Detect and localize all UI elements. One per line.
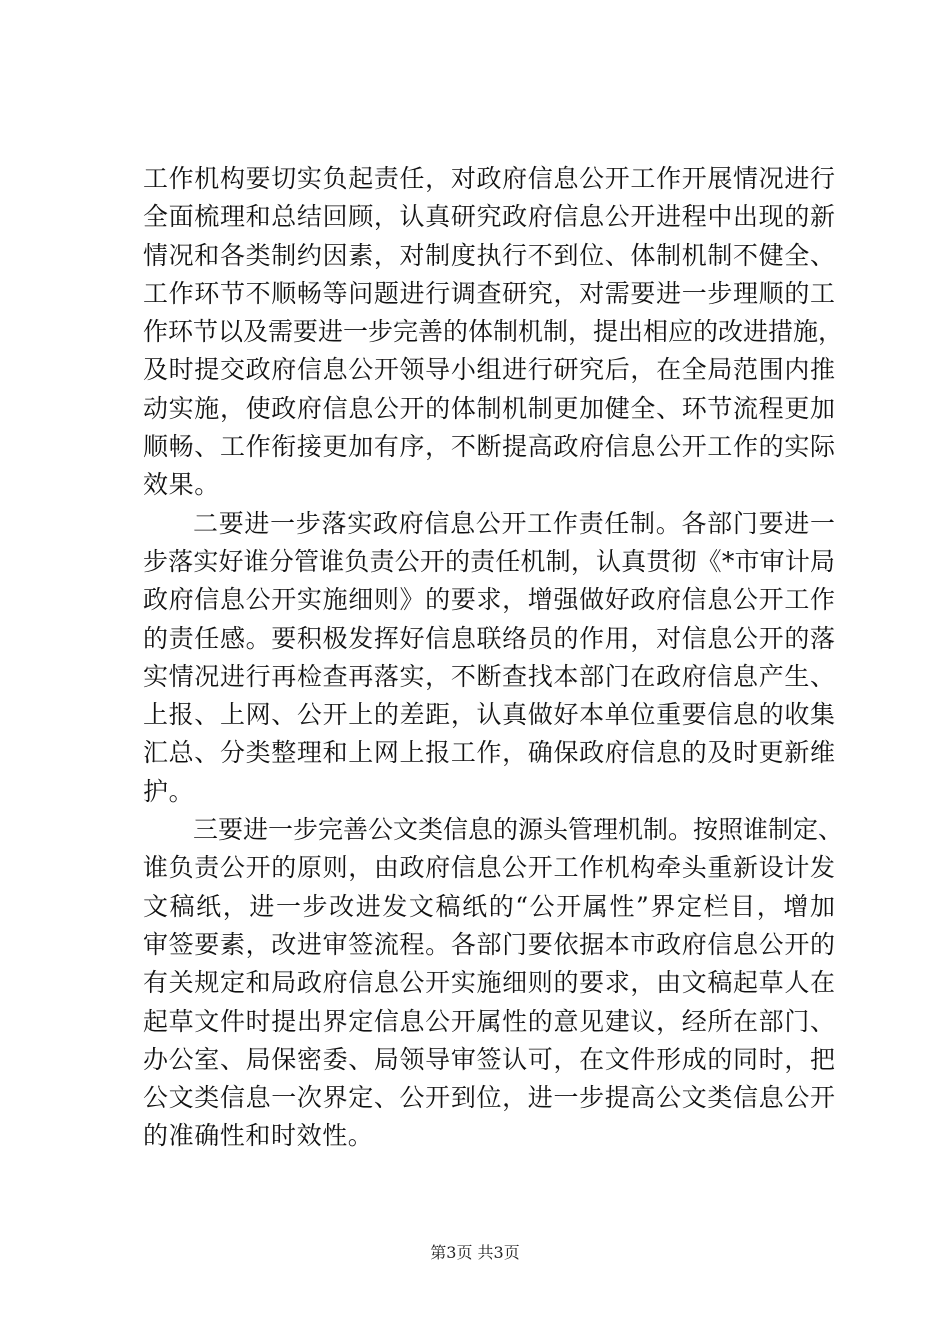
document-body [143,160,844,1156]
text-line: 及时提交政府信息公开领导小组进行研究后，在全局范围内推 [143,355,835,385]
text-line: 有关规定和局政府信息公开实施细则的要求，由文稿起草人在 [143,968,835,998]
text-line: 工作机构要切实负起责任，对政府信息公开工作开展情况进行 [143,164,835,193]
text-line: 步落实好谁分管谁负责公开的责任机制，认真贯彻《*市审计局 [143,546,835,576]
text-line: 办公室、局保密委、局领导审签认可，在文件形成的同时，把 [143,1044,835,1074]
text-line: 审签要素，改进审签流程。各部门要依据本市政府信息公开的 [143,929,835,959]
text-line: 工作环节不顺畅等问题进行调查研究，对需要进一步理顺的工 [143,278,835,308]
text-line: 上报、上网、公开上的差距，认真做好本单位重要信息的收集 [143,700,835,730]
text-line: 公文类信息一次界定、公开到位，进一步提高公文类信息公开 [143,1083,835,1113]
text-line: 谁负责公开的原则，由政府信息公开工作机构牵头重新设计发 [143,853,835,883]
text-line: 动实施，使政府信息公开的体制机制更加健全、环节流程更加 [143,393,835,423]
paragraph-start-line: 二要进一步落实政府信息公开工作责任制。各部门要进一 [193,508,835,538]
page-number-footer: 第3页 共3页 [430,1243,520,1262]
text-line: 起草文件时提出界定信息公开属性的意见建议，经所在部门、 [143,1006,835,1036]
text-line: 的准确性和时效性。 [143,1121,374,1151]
text-line: 情况和各类制约因素，对制度执行不到位、体制机制不健全、 [143,240,835,270]
text-line: 的责任感。要积极发挥好信息联络员的作用，对信息公开的落 [143,623,835,653]
text-line: 汇总、分类整理和上网上报工作，确保政府信息的及时更新维 [143,738,835,768]
text-line: 作环节以及需要进一步完善的体制机制，提出相应的改进措施， [143,317,844,347]
text-line: 效果。 [143,470,220,500]
paragraph-start-line: 三要进一步完善公文类信息的源头管理机制。按照谁制定、 [193,815,844,845]
text-line: 政府信息公开实施细则》的要求，增强做好政府信息公开工作 [143,585,835,615]
text-line: 实情况进行再检查再落实，不断查找本部门在政府信息产生、 [143,661,835,691]
text-line: 护。 [143,776,195,806]
text-line: 全面梳理和总结回顾，认真研究政府信息公开进程中出现的新 [143,202,835,232]
text-line: 文稿纸，进一步改进发文稿纸的“公开属性”界定栏目，增加 [143,891,835,921]
text-line: 顺畅、工作衔接更加有序，不断提高政府信息公开工作的实际 [143,432,835,462]
